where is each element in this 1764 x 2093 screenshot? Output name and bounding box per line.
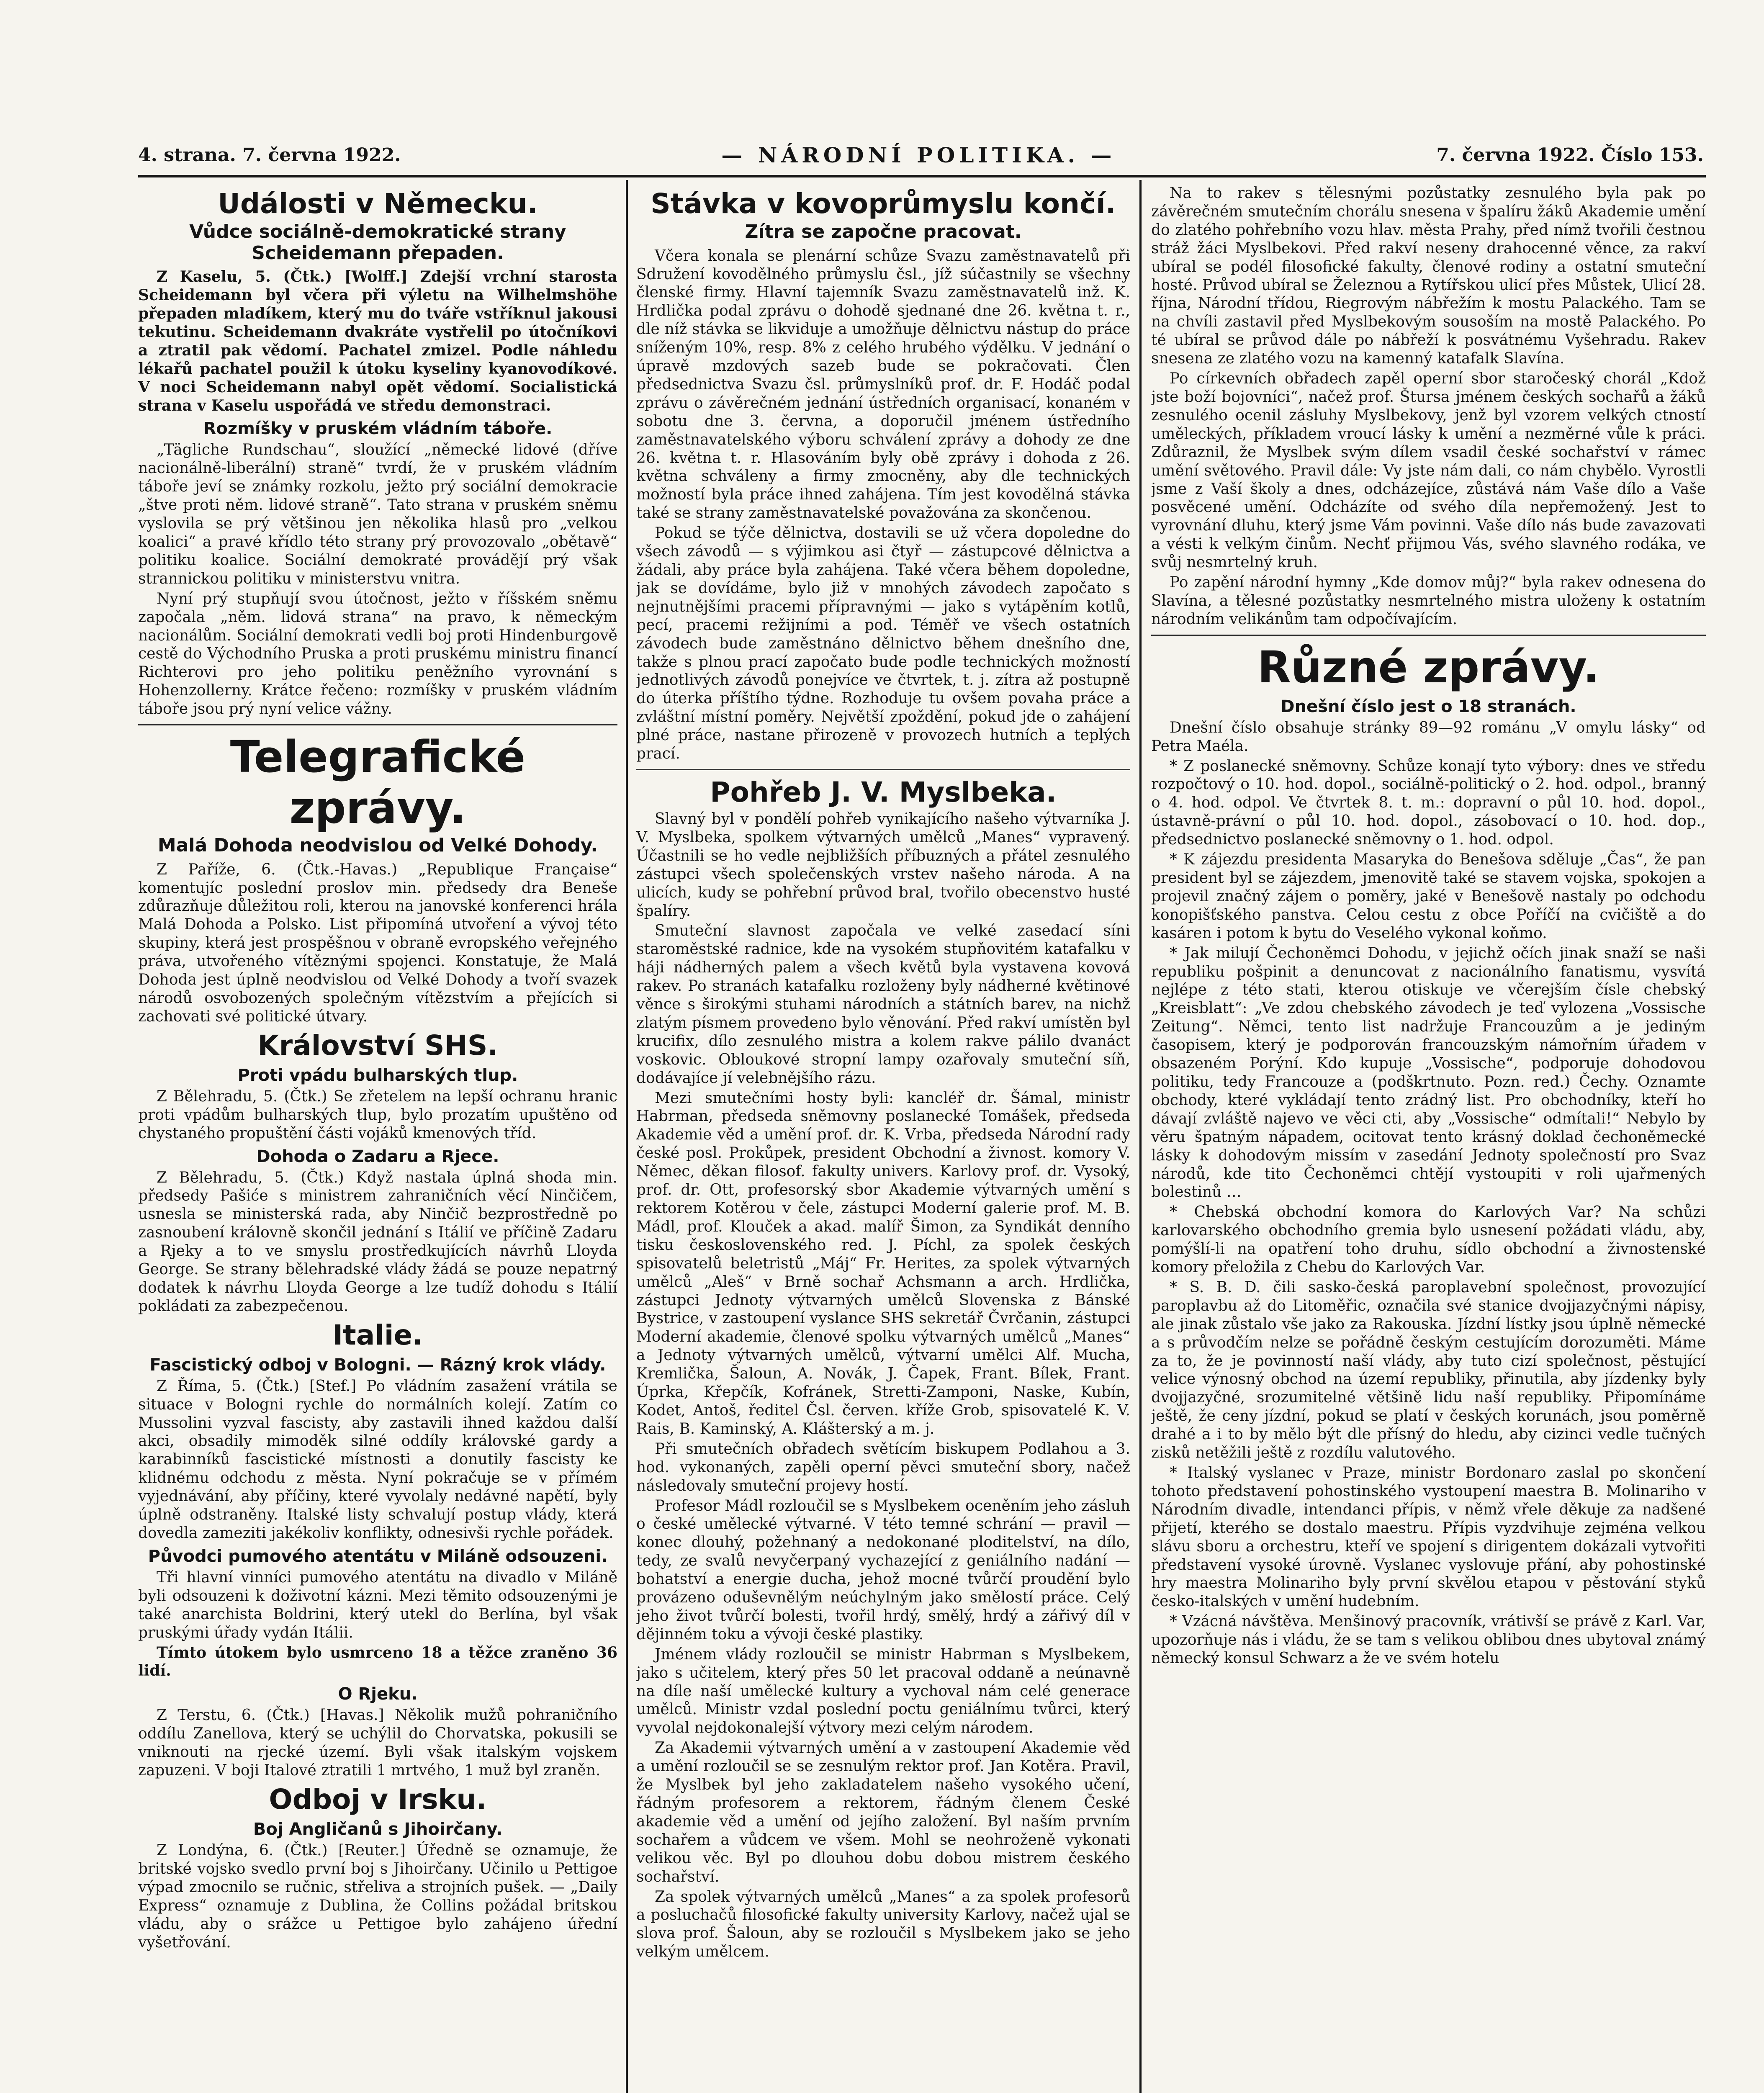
- subhead-scheidemann: Vůdce sociálně-demokratické strany Scheidemann přepaden.: [189, 221, 566, 264]
- article-paragraph: Z Terstu, 6. (Čtk.) [Havas.] Několik mužů pohraničního oddílu Zanellova, který se uchýlil do Chorvatska, pokusili se vniknouti na rjecké území. Byli však italským vojskem zapuzeni. V boji Italové ztratili 1 mrtvého, 1 muž byl zraněn.: [138, 1707, 617, 1779]
- article-paragraph: Za spolek výtvarných umělců „Manes“ a za spolek profesorů a posluchačů filosofické fakulty university Karlovy, načež ujal se slova prof. Šaloun, aby se rozloučil s Myslbekem jako se jeho velkým umělcem.: [636, 1888, 1130, 1961]
- article-paragraph: Pokud se týče dělnictva, dostavili se už včera dopoledne do všech závodů — s výjimkou asi čtyř — zástupcové dělnictva a žádali, aby práce byla zahájena. Také včera během dopoledne, jak se dovídáme, bylo již v mnohých závodech započato s nejnutnějšími pracemi přípravnými — jako s vytápěním kotlů, pecí, pracemi režijními a pod. Téměř ve všech ostatních závodech bude zaměstnáno dělnictvo během dnešního dne, takže s plnou prací započato bude podle technických možností jednotlivých závodů ponejvíce ve čtvrtek, t. j. zítra až postupně do úterka příštího týdne. Rozhoduje tu ovšem povaha práce a zvláštní místní poměry. Největší zpoždění, pokud jde o zahájení plné práce, nastane přirozeně v provozech hutních a teplých prací.: [636, 525, 1130, 763]
- article-paragraph: Jménem vlády rozloučil se ministr Habrman s Myslbekem, jako s učitelem, který přes 50 let pracoval oddaně a neúnavně na díle naší umělecké kultury a vychoval nám celé generace umělců. Ministr vzdal poslední poctu geniálnímu tvůrci, který vyvolal nejdokonalejší výtvory mezi celým národem.: [636, 1646, 1130, 1737]
- headline-ruzne-zpravy: Různé zprávy.: [1257, 641, 1600, 693]
- subhead-18-stran: Dnešní číslo jest o 18 stranách.: [1281, 697, 1576, 716]
- article-paragraph: Dnešní číslo obsahuje stránky 89—92 románu „V omylu lásky“ od Petra Maéla.: [1151, 719, 1706, 755]
- subhead-bulharske-tlupy: Proti vpádu bulharských tlup.: [237, 1065, 518, 1085]
- section-divider: [138, 724, 617, 725]
- subhead-o-rjeku: O Rjeku.: [338, 1684, 418, 1704]
- article-paragraph: Z Londýna, 6. (Čtk.) [Reuter.] Úředně se oznamuje, že britské vojsko svedlo první boj s Jihoirčany. Učinilo u Pettigoe výpad zmocnilo se ručnic, střeliva a strojních pušek. — „Daily Express“ oznamuje z Dublina, že Collins požádal britskou vládu, aby o srážce u Pettigoe bylo zahájeno úřední vyšetřování.: [138, 1841, 617, 1951]
- article-paragraph: * Italský vyslanec v Praze, ministr Bordonaro zaslal po skončení tohoto představení pohostinského vystoupení maestra B. Molinariho v Národním divadle, intendanci přípis, v němž vřele děkuje za nadšené přijetí, kterého se dostalo maestru. Přípis vyzdvihuje zejména velkou slávu sboru a orchestru, kteří ve spojení s dirigentem dokázali vytvořiti představení vysoké úrovně. Vyslanec vyslovuje přání, aby pohostinské hry maestra Molinariho byly první skvělou etapou v pěstování styků česko-italských v umění hudebním.: [1151, 1464, 1706, 1610]
- article-paragraph: * Jak milují Čechoněmci Dohodu, v jejichž očích jinak snaží se naši republiku pošpinit a denuncovat z nacionálního fanatismu, vysvítá nejlépe z této stati, kterou otiskuje ve včerejším čísle chebský „Kreisblatt“: „Ve zdou chebského závodech je teď vylozena „Vossische Zeitung“. Němci, tento list nadržuje Francouzům a je jediným časopisem, který je podporován francouzským námořním úřadem v obsazeném Porýní. Kdo kupuje „Vossische“, podporuje dohodovou politiku, tedy Francouze a (podškrtnuto. Pozn. red.) Čechy. Oznamte obchody, které vykládají tento zrádný list. Pro obchodníky, kteří ho dávají zvláště najevo ve věci cti, aby „Vossische“ odmítali!“ Nebylo by věru špatným nápadem, ocitovat tento krásný doklad čechoněmecké lásky k dohodovým missím v zasedání Jednoty společností pro Svaz národů, kde tito Čechoněmci chtějí vystoupiti v roli ujařmených bolestinů …: [1151, 944, 1706, 1201]
- section-divider: [1151, 635, 1706, 636]
- subhead-mala-dohoda: Malá Dohoda neodvislou od Velké Dohody.: [157, 835, 598, 856]
- article-paragraph: Z Bělehradu, 5. (Čtk.) Se zřetelem na lepší ochranu hranic proti vpádům bulharských tlup, bylo prozatím upuštěno od chystaného propuštění části vojáků kmenových tříd.: [138, 1088, 617, 1142]
- headline-rozmisky: Rozmíšky v pruském vládním táboře.: [203, 419, 553, 439]
- subhead-zadar-rjeka: Dohoda o Zadaru a Rjece.: [256, 1147, 499, 1166]
- masthead: — NÁRODNÍ POLITIKA. —: [721, 142, 1116, 167]
- column-3: [1151, 184, 1706, 2093]
- section-divider: [636, 769, 1130, 770]
- column-rule-2: [1139, 180, 1142, 2093]
- article-paragraph: Z Říma, 5. (Čtk.) [Stef.] Po vládním zasažení vrátila se situace v Bologni rychle do normálních kolejí. Zatím co Mussolini vyzval fascisty, aby zastavili ihned každou další akci, obsadily mimoděk silné oddíly královské gardy a karabinníků fascistické místnosti a donutily fascisty ke klidnému odchodu z města. Nyní pokračuje se v přímém vyjednávání, aby příčiny, které vyvolaly nedávné napětí, byly úplně odstraněny. Italské listy schvalují postup vlády, která dovedla zameziti jakékoliv konflikty, odnesivši rychle pořádek.: [138, 1377, 617, 1542]
- subhead-jihoirci: Boj Angličanů s Jihoirčany.: [253, 1819, 503, 1839]
- headline-kralovstvi-shs: Království SHS.: [257, 1029, 498, 1062]
- article-paragraph: Z Bělehradu, 5. (Čtk.) Když nastala úplná shoda min. předsedy Pašiće s ministrem zahraničních věcí Ninčičem, usnesla se ministerská rada, aby Ninčič bezprostředně po zasnoubení královně skončil jednání s Itálií ve příčině Zadaru a Rjeky a to ve smyslu prostředkujících návrhů Lloyda George. Se strany bělehradské vlády žádá se pouze nepatrný dodatek k návrhu Lloyda George a lze tudíž dohodu s Itálií pokládati za zabezpečenou.: [138, 1169, 617, 1315]
- article-paragraph: „Tägliche Rundschau“, sloužící „německé lidové (dříve nacionálně-liberální) straně“ tvrdí, že v pruském vládním táboře jeví se známky rozkolu, ježto prý sociální demokracie „štve proti něm. lidové straně“. Tato strana v pruském sněmu vyslovila se prý většinou jen několika hlasů pro „velkou koalici“ a pravé křídlo této strany prý provozovalo „obětavě“ politiku koalice. Sociální demokraté provádějí prý však strannickou politiku v ministerstvu vnitra.: [138, 441, 617, 587]
- header-rule: [138, 175, 1706, 177]
- header-right: 7. června 1922. Číslo 153.: [1436, 144, 1704, 166]
- subhead-fascisticky-odboj: Fascistický odboj v Bologni. — Rázný krok vlády.: [149, 1355, 606, 1375]
- article-paragraph: * S. B. D. čili sasko-česká paroplavební společnost, provozující paroplavbu až do Litoměřic, označila své stanice dvojjazyčnými nápisy, ale jinak zůstalo vše jako za Rakouska. Jízdní lístky jsou úplně německé a s průvodčím nelze se pořádně českým cestujícím dorozuměti. Máme za to, že je povinností naší vlády, aby tuto cizí společnost, pěstující velice výnosný obchod na území republiky, přinutila, aby jízdenky byly dvojjazyčné, srozumitelné většině lidu naší republiky. Připomínáme ještě, že ceny jízdní, pokud se platí v českých korunách, jsou poměrně drahé a i to by mělo být dle přísný do hledu, aby cizinci vedle tučných zisků netěžili ještě z rozdílu valutového.: [1151, 1278, 1706, 1462]
- article-paragraph: Z Kaselu, 5. (Čtk.) [Wolff.] Zdejší vrchní starosta Scheidemann byl včera při výletu na Wilhelmshöhe přepaden mladíkem, který mu do tváře vstříknul jakousi tekutinu. Scheidemann dvakráte vystřelil po útočníkovi a ztratil pak vědomí. Pachatel zmizel. Podle náhledu lékařů pachatel použil k útoku kyseliny kyanovodíkové. V noci Scheidemann nabyl opět vědomí. Socialistická strana v Kaselu uspořádá ve středu demonstraci.: [138, 268, 617, 414]
- article-paragraph: * K zájezdu presidenta Masaryka do Benešova sděluje „Čas“, že pan president byl se zájezdem, jmenovitě také se stavem vojska, spokojen a projevil značný zájem o poměry, jaké v Benešově nastaly po odchodu konopišťského panstva. Celou cestu z obce Poříčí na cvičiště a do kasáren i potom k bytu do Veselého vykonal koňmo.: [1151, 851, 1706, 942]
- headline-stavka: Stávka v kovoprůmyslu končí.: [651, 188, 1116, 220]
- column-1: [138, 184, 617, 2093]
- article-paragraph: Včera konala se plenární schůze Svazu zaměstnavatelů při Sdružení kovodělného průmyslu čsl., jíž súčastnily se všechny členské firmy. Hlavní tajemník Svazu zaměstnavatelů inž. K. Hrdlička podal zprávu o dohodě sjednané dne 26. května t. r., dle níž stávka se likviduje a umožňuje dělnictvu nástup do práce sníženým 10%, resp. 8% z celého hrubého výdělku. V jednání o úpravě mzdových sazeb bude se pokračovati. Člen předsednictva Svazu čsl. průmyslníků prof. dr. F. Hodáč podal zprávu o závěrečném jednání ústředních organisací, konaném v sobotu dne 3. června, a doporučil jménem ústředního zaměstnavatelského výboru schválení zprávy a dohody ze dne 26. května t. r. Hlasováním byly obě zprávy i dohoda z 26. května schváleny a firmy zmocněny, aby dle technických možností byla práce ihned zahájena. Tím jest kovodělná stávka také se strany zaměstnavatelské považována za skončenou.: [636, 247, 1130, 522]
- article-paragraph: Tři hlavní vinníci pumového atentátu na divadlo v Miláně byli odsouzeni k doživotní kázni. Mezi těmito odsouzenými je také anarchista Boldrini, který utekl do Berlína, byl však pruskými úřady vydán Itálii.: [138, 1568, 617, 1641]
- article-paragraph: Slavný byl v pondělí pohřeb vynikajícího našeho výtvarníka J. V. Myslbeka, spolkem výtvarných umělců „Manes“ vypravený. Účastnili se ho vedle nejbližších příbuzných a přátel zesnulého zástupci všech společenských vrstev našeho národa. A na ulicích, kudy se pohřební průvod bral, tvořilo obecenstvo husté špalíry.: [636, 810, 1130, 920]
- column-2: [636, 184, 1130, 2093]
- article-paragraph: * Z poslanecké sněmovny. Schůze konají tyto výbory: dnes ve středu rozpočtový o 10. hod. dopol., sociálně-politický o 2. hod. odpol., branný o 4. hod. odpol. Ve čtvrtek 8. t. m.: dopravní o půl 10. hod. dopol., ústavně-právní o půl 10. hod. dopol., zásobovací o 10. hod. dop., předsednictvo poslanecké sněmovny o 1. hod. odpol.: [1151, 757, 1706, 849]
- headline-odboj-irsko: Odboj v Irsku.: [269, 1783, 487, 1815]
- page-header: [138, 138, 1704, 172]
- article-paragraph: Na to rakev s tělesnými pozůstatky zesnulého byla pak po závěrečném smutečním chorálu snesena v špalíru žáků Akademie umění do zlatého pohřebního vozu hlav. města Prahy, před nímž tvořili čestnou stráž žáci Myslbekovi. Před rakví neseny drahocenné věnce, za rakví ubíral se podél filosofické fakulty, členové rodiny a ostatní smuteční hosté. Průvod ubíral se Železnou a Rytířskou ulicí přes Můstek, Ulicí 28. října, Národní třídou, Riegrovým nábřežím k mostu Palackého. Tam se na chvíli zastavil před Myslbekovým sousoším na mostě Palackého. Po té ubíral se průvod dále po nábřeží k posvátnému Vyšehradu. Rakev snesena ze zlatého vozu na kamenný katafalk Slavína.: [1151, 185, 1706, 368]
- subhead-atentat-milan: Původci pumového atentátu v Miláně odsouzeni.: [148, 1546, 608, 1566]
- article-paragraph: Mezi smutečními hosty byli: kancléř dr. Šámal, ministr Habrman, předseda sněmovny poslanecké Tomášek, předseda Akademie věd a umění prof. dr. K. Vrba, předseda Národní rady české posl. Prokůpek, president Obchodní a živnost. komory V. Němec, děkan filosof. fakulty univers. Karlovy prof. dr. Vysoký, prof. dr. Ott, profesorský sbor Akademie výtvarných umění s rektorem Kotěrou v čele, zástupci Moderní galerie prof. M. B. Mádl, prof. Klouček a akad. malíř Šimon, za Syndikát denního tisku československého red. J. Píchl, za spolek českých spisovatelů beletristů „Máj“ Fr. Herites, za spolek výtvarných umělců „Aleš“ v Brně sochař Achsmann a arch. Hrdlička, zástupci Jednoty výtvarných umělců Slovenska z Bánské Bystrice, v zastoupení vyslance SHS sekretář Čvrčanin, zástupci Moderní akademie, členové spolku výtvarných umělců „Manes“ a Jednoty výtvarných umělců, výtvarní umělci Alf. Mucha, Kremlička, Šaloun, A. Novák, J. Čapek, Frant. Bílek, Frant. Úprka, Křepčík, Kofránek, Stretti-Zamponi, Naske, Kubín, Kodet, Antoš, ředitel Čsl. červen. kříže Grob, spisovatelé K. V. Rais, B. Kaminský, A. Klášterský a m. j.: [636, 1089, 1130, 1437]
- headline-telegraficke: Telegrafické zprávy.: [230, 731, 526, 834]
- article-paragraph: * Vzácná návštěva. Menšinový pracovník, vrátivší se právě z Karl. Var, upozorňuje nás i vládu, že se tam s velikou oblibou dnes ubytoval známý německý konsul Schwarz a že ve svém hotelu: [1151, 1613, 1706, 1667]
- article-paragraph: Nyní prý stupňují svou útočnost, ježto v říšském sněmu započala „něm. lidová strana“ na pravo, k německým nacionálům. Sociální demokrati vedli boj proti Hindenburgově cestě do Východního Pruska a proti pruskému ministru financí Richterovi pro jeho politiku peněžního vyrovnání s Hohenzollerny. Krátce řečeno: rozmíšky v pruském vládním táboře jsou prý nyní velice vážny.: [138, 590, 617, 718]
- article-paragraph: Po zapění národní hymny „Kde domov můj?“ byla rakev odnesena do Slavína, a tělesné pozůstatky nesmrtelného mistra uloženy k ostatním národním velikánům tam odpočívajícím.: [1151, 574, 1706, 628]
- header-left: 4. strana. 7. června 1922.: [138, 144, 401, 166]
- article-paragraph: Smuteční slavnost započala ve velké zasedací síni staroměstské radnice, kde na vysokém stupňovitém katafalku v háji nádherných palem a všech květů byla vystavena kovová rakev. Po stranách katafalku rozloženy byly nádherné květinové věnce s širokými stuhami národních a státních barev, na nichž zlatým písmem provedeno bylo věnování. Před rakví umístěn byl krucifix, dílo zesnulého mistra a kolem rakve pálilo dvanáct voskovic. Obloukové stropní lampy ozařovaly smuteční síň, dodávajíce jí velebnějšího rázu.: [636, 922, 1130, 1087]
- article-paragraph: Při smutečních obřadech světícím biskupem Podlahou a 3. hod. vykonaných, zapěli operní pěvci smuteční sbory, načež následovaly smuteční projevy hostí.: [636, 1440, 1130, 1494]
- article-paragraph: Za Akademii výtvarných umění a v zastoupení Akademie věd a umění rozloučil se se zesnulým rektor prof. Jan Kotěra. Pravil, že Myslbek byl jeho zakladatelem našeho vysokého učení, řádným profesorem a rektorem, řádným členem České akademie věd a umění od jejího založení. Byl naším prvním sochařem a vůdcem ve všem. Mohl se neohroženě vykonati velikou věc. Byl po dlouhou dobu dobou mistrem českého sochařství.: [636, 1739, 1130, 1885]
- article-paragraph: Profesor Mádl rozloučil se s Myslbekem oceněním jeho zásluh o české umělecké výtvarné. V této temné schrání — pravil — konec dlouhý, požehnaný a nedokonané ploditelství, na dílo, tedy, ze svalů nevyčerpaný vychazející z geniálního nadání — bohatství a energie ducha, jehož mocné tvůrčí proudění bylo provázeno oduševnělým neúchylným jako smělostí práce. Celý jeho život tvůrčí bolesti, tvořil hrdý, smělý, hrdý a zářivý díl v dějinném toku a vývoji české plastiky.: [636, 1497, 1130, 1643]
- subhead-zitra-prace: Zítra se započne pracovat.: [745, 221, 1022, 242]
- headline-pohreb-myslbeka: Pohřeb J. V. Myslbeka.: [710, 776, 1057, 808]
- article-paragraph: Z Paříže, 6. (Čtk.-Havas.) „Republique Française“ komentujíc poslední proslov min. předsedy dra Beneše zdůrazňuje důležitou roli, kterou na janovské konferenci hrála Malá Dohoda a Polsko. List připomíná utvoření a vývoj této skupiny, která jest prospěšnou v obraně evropského veřejného práva, utvořeného vítěznými spojenci. Konstatuje, že Malá Dohoda jest úplně neodvislou od Velké Dohody a tvoří svazek národů osvobozených společným vítězstvím a přejících si zachovati své politické útvary.: [138, 861, 617, 1025]
- headline-italie: Italie.: [332, 1319, 423, 1351]
- article-paragraph: Tímto útokem bylo usmrceno 18 a těžce zraněno 36 lidí.: [138, 1643, 617, 1680]
- headline-udalosti: Události v Německu.: [218, 188, 538, 220]
- article-paragraph: Po církevních obřadech zapěl operní sbor staročeský chorál „Kdož jste boží bojovníci“, načež prof. Štursa jménem českých sochařů a žáků zesnulého ocenil zásluhy Myslbekovy, jenž byl vzorem velkých ctností uměleckých, příkladem vroucí lásky k umění a nezměrné vůle k práci. Zdůraznil, že Myslbek svým dílem vsadil české sochařství v rámec umění světového. Pravil dále: Vy jste nám dali, co nám chybělo. Vyrostli jsme z Vaší školy a dnes, odcházejíce, zůstává nám Vaše dílo a Vaše posvěcené umění. Odcházíte od svého díla nepřemožený. Jest to vyrovnání dluhu, který jsme Vám povinni. Vaše dílo nás bude zavazovati a vésti k velkým činům. Nechť přijmou Vás, svého slavného rodáka, ve svůj nesmrtelný kruh.: [1151, 370, 1706, 571]
- column-rule-1: [626, 180, 628, 2093]
- article-paragraph: * Chebská obchodní komora do Karlových Var? Na schůzi karlovarského obchodního gremia bylo usnesení požádati vládu, aby, pomýšlí-li na opatření toho druhu, sídlo obchodní a živnostenské komory přeložila z Chebu do Karlových Var.: [1151, 1203, 1706, 1276]
